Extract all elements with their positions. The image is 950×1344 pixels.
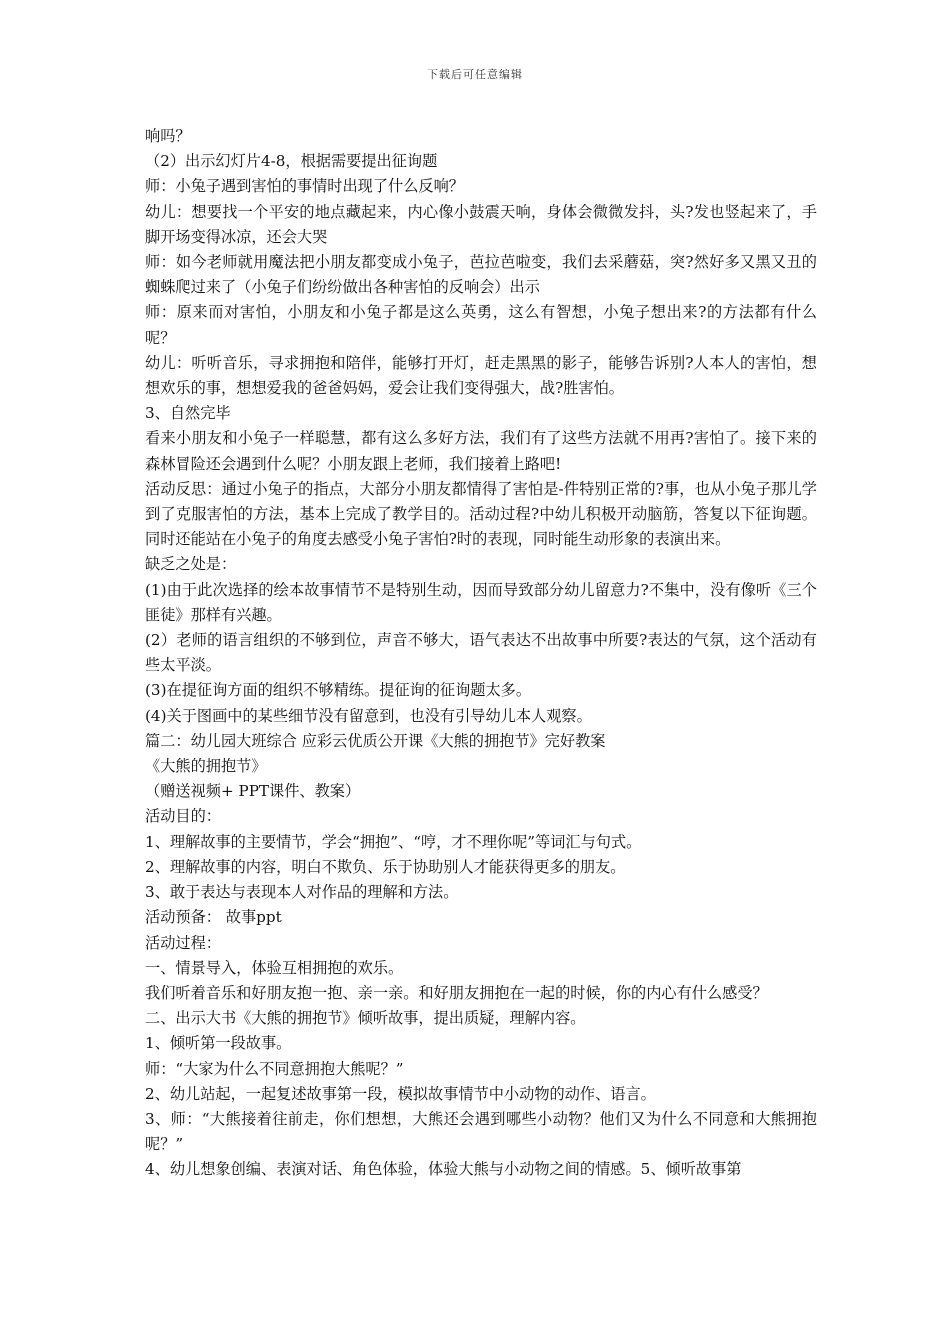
paragraph: 幼儿：想要找一个平安的地点藏起来，内心像小鼓震天响，身体会微微发抖，头?发也竖起来了，手脚开场变得冰凉，还会大哭 — [145, 202, 817, 246]
list-item: 2、理解故事的内容，明白不欺负、乐于协助别人才能获得更多的朋友。 — [145, 857, 626, 876]
paragraph: （赠送视频+ PPT课件、教案） — [145, 782, 361, 801]
list-item: 3、师：“大熊接着往前走，你们想想，大熊还会遇到哪些小动物？他们又为什么不同意和大熊拥抱呢？” — [145, 1109, 817, 1154]
lesson-title: 《大熊的拥抱节》 — [145, 757, 267, 776]
list-item: 1、理解故事的主要情节，学会“拥抱”、“哼，才不理你呢”等词汇与句式。 — [145, 832, 642, 851]
paragraph: 师：如今老师就用魔法把小朋友都变成小兔子，芭拉芭啦变，我们去采蘑菇，突?然好多又黑又丑的蜘蛛爬过来了（小兔子们纷纷做出各种害怕的反响会）出示 — [145, 253, 817, 297]
list-item: 2、幼儿站起，一起复述故事第一段，模拟故事情节中小动物的动作、语言。 — [145, 1084, 656, 1103]
paragraph: 师：小兔子遇到害怕的事情时出现了什么反响？ — [145, 177, 464, 196]
section-heading: 活动预备： 故事ppt — [145, 908, 282, 927]
paragraph: 我们听着音乐和好朋友抱一抱、亲一亲。和好朋友拥抱在一起的时候，你的内心有什么感受？ — [145, 983, 768, 1002]
list-item: 4、幼儿想象创编、表演对话、角色体验，体验大熊与小动物之间的情感。5、倾听故事第 — [145, 1160, 742, 1179]
paragraph: 师：原来而对害怕，小朋友和小兔子都是这么英勇，这么有智想，小兔子想出来?的方法都有什么呢？ — [145, 303, 817, 347]
list-item: 1、倾听第一段故事。 — [145, 1034, 292, 1053]
section-heading: 活动目的： — [145, 807, 221, 826]
paragraph: 幼儿：听听音乐，寻求拥抱和陪伴，能够打开灯，赶走黑黑的影子，能够告诉别?人本人的害怕，想想欢乐的事，想想爱我的爸爸妈妈，爱会让我们变得强大，战?胜害怕。 — [145, 353, 817, 398]
list-item: (3)在提征询方面的组织不够精练。提征询的征询题太多。 — [145, 681, 532, 700]
paragraph: 响吗？ — [145, 127, 191, 145]
paragraph: （2）出示幻灯片4-8，根据需要提出征询题 — [145, 152, 438, 171]
list-item: (4)关于图画中的某些细节没有留意到，也没有引导幼儿本人观察。 — [145, 706, 592, 725]
section-heading: 活动过程： — [145, 933, 221, 952]
paragraph: 师：“大家为什么不同意拥抱大熊呢？” — [145, 1059, 404, 1078]
document-body — [145, 124, 817, 1183]
paragraph: 缺乏之处是： — [145, 555, 237, 574]
list-item: 3、敢于表达与表现本人对作品的理解和方法。 — [145, 883, 459, 902]
paragraph: 看来小朋友和小兔子一样聪慧，都有这么多好方法，我们有了这些方法就不用再?害怕了。接下来的森林冒险还会遇到什么呢？小朋友跟上老师，我们接着上路吧! — [145, 429, 817, 473]
section-heading: 3、自然完毕 — [145, 404, 231, 423]
list-item: (1)由于此次选择的绘本故事情节不是特别生动，因而导致部分幼儿留意力?不集中，没有像听《三个匪徒》那样有兴趣。 — [145, 580, 817, 624]
page-header: 下载后可任意编辑 — [427, 68, 523, 81]
paragraph: 活动反思：通过小兔子的指点，大部分小朋友都情得了害怕是-件特别正常的?事，也从小兔子那儿学到了克服害怕的方法，基本上完成了教学目的。活动过程?中幼儿积极开动脑筋，答复以下征询题。同时还能站在小兔子的角度去感受小兔子害怕?时的表现，同时能生动形象的表演出来。 — [145, 479, 817, 549]
section-title: 篇二：幼儿园大班综合 应彩云优质公开课《大熊的拥抱节》完好教案 — [145, 731, 606, 750]
list-item: (2）老师的语言组织的不够到位，声音不够大，语气表达不出故事中所要?表达的气氛，这个活动有些太平淡。 — [145, 631, 817, 675]
paragraph: 一、情景导入，体验互相拥抱的欢乐。 — [145, 958, 404, 977]
paragraph: 二、出示大书《大熊的拥抱节》倾听故事，提出质疑，理解内容。 — [145, 1009, 586, 1028]
